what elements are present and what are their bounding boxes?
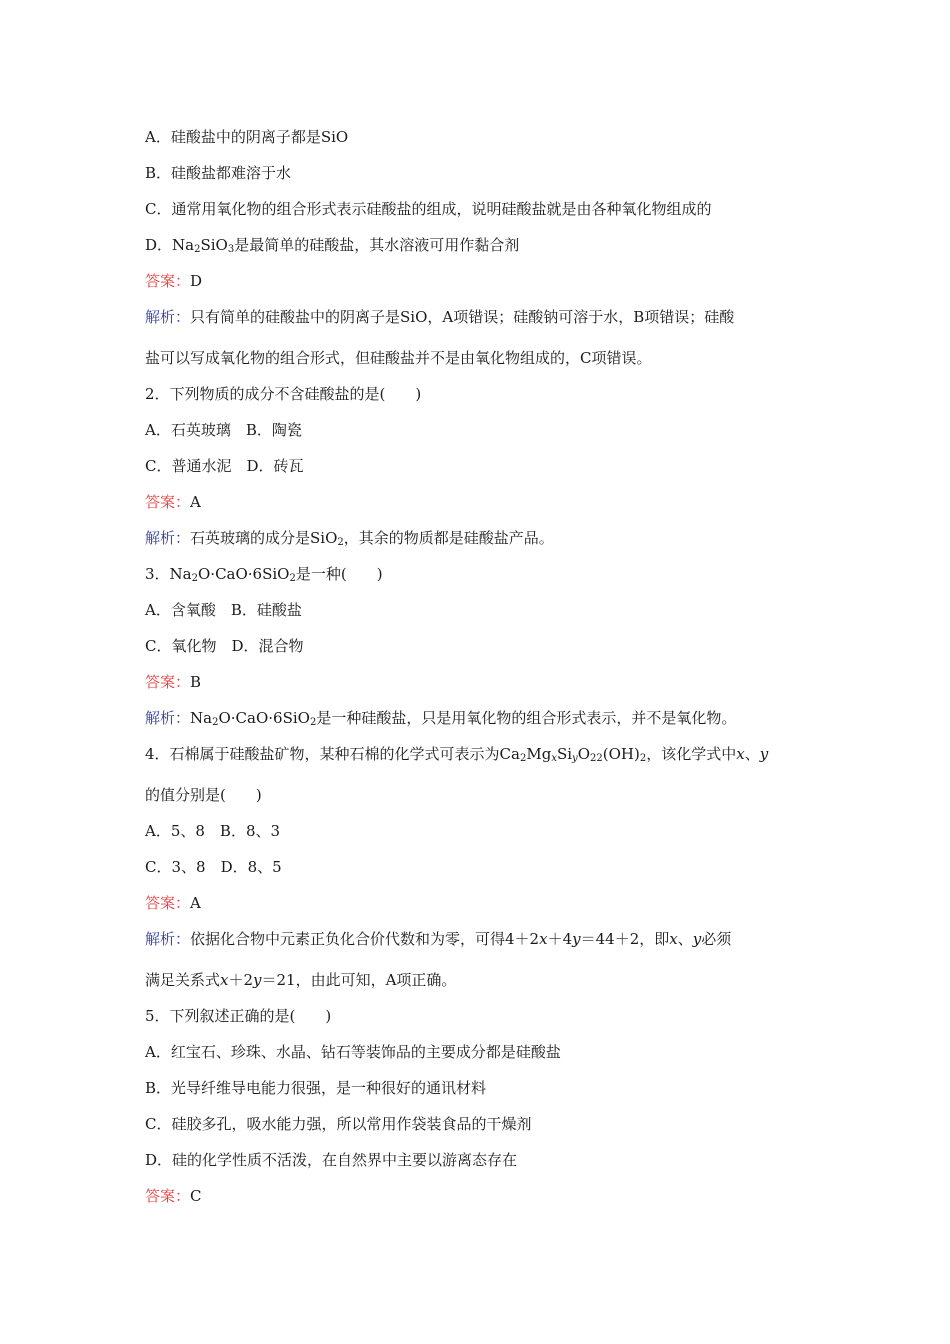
- q3-options-cd: C．氧化物 D．混合物: [145, 637, 304, 655]
- q2-answer: 答案：A: [145, 493, 201, 511]
- q1-explanation-line1: 解析：只有简单的硅酸盐中的阴离子是SiO，A项错误；硅酸钠可溶于水，B项错误；硅酸: [145, 308, 735, 326]
- q4-answer: 答案：A: [145, 894, 201, 912]
- q4-explanation-line1: 解析：依据化合物中元素正负化合价代数和为零，可得4＋2x＋4y＝44＋2，即x、y必须: [145, 930, 732, 948]
- explanation-label: 解析：: [145, 529, 191, 547]
- q5-stem: 5．下列叙述正确的是( ): [145, 1007, 332, 1025]
- q4-options-ab: A．5、8 B．8、3: [145, 822, 281, 840]
- explanation-label: 解析：: [145, 709, 191, 727]
- q5-option-c: C．硅胶多孔，吸水能力强，所以常用作袋装食品的干燥剂: [145, 1115, 532, 1133]
- q3-options-ab: A．含氧酸 B．硅酸盐: [145, 601, 302, 619]
- q4-explanation-line2: 满足关系式x＋2y＝21，由此可知，A项正确。: [145, 971, 457, 989]
- answer-label: 答案：: [145, 272, 191, 290]
- q3-stem: 3．$Na_2O\cdot CaO\cdot 6SiO_2$是一种( ): [145, 565, 383, 584]
- answer-label: 答案：: [145, 1187, 191, 1205]
- q5-option-b: B．光导纤维导电能力很强，是一种很好的通讯材料: [145, 1079, 487, 1097]
- q4-options-cd: C．3、8 D．8、5: [145, 858, 282, 876]
- q4-stem-line2: 的值分别是( ): [145, 786, 262, 804]
- q5-answer: 答案：C: [145, 1187, 202, 1205]
- q2-options-cd: C．普通水泥 D．砖瓦: [145, 457, 304, 475]
- q1-option-d: D．$Na_2SiO_3$是最简单的硅酸盐，其水溶液可用作黏合剂: [145, 236, 520, 255]
- q5-option-d: D．硅的化学性质不活泼，在自然界中主要以游离态存在: [145, 1151, 518, 1169]
- q2-stem: 2．下列物质的成分不含硅酸盐的是( ): [145, 385, 422, 403]
- q1-option-a: A．硅酸盐中的阴离子都是SiO: [145, 128, 349, 146]
- answer-label: 答案：: [145, 493, 191, 511]
- explanation-label: 解析：: [145, 930, 191, 948]
- answer-label: 答案：: [145, 673, 191, 691]
- answer-label: 答案：: [145, 894, 191, 912]
- q1-explanation-line2: 盐可以写成氧化物的组合形式，但硅酸盐并不是由氧化物组成的，C项错误。: [145, 349, 652, 367]
- q1-answer: 答案：D: [145, 272, 203, 290]
- q2-options-ab: A．石英玻璃 B．陶瓷: [145, 421, 302, 439]
- q4-stem-line1: 4．石棉属于硅酸盐矿物，某种石棉的化学式可表示为$Ca_2Mg_xSi_yO_{22}(OH)_2$，该化学式中x、y: [145, 745, 769, 764]
- explanation-label: 解析：: [145, 308, 191, 326]
- q1-option-c: C．通常用氧化物的组合形式表示硅酸盐的组成，说明硅酸盐就是由各种氧化物组成的: [145, 200, 712, 218]
- q3-answer: 答案：B: [145, 673, 202, 691]
- q1-option-b: B．硅酸盐都难溶于水: [145, 164, 292, 182]
- q5-option-a: A．红宝石、珍珠、水晶、钻石等装饰品的主要成分都是硅酸盐: [145, 1043, 561, 1061]
- q2-explanation: 解析：石英玻璃的成分是SiO$_2$，其余的物质都是硅酸盐产品。: [145, 529, 554, 548]
- q3-explanation: 解析：$Na_2O\cdot CaO\cdot 6SiO_2$是一种硅酸盐，只是用氧化物的组合形式表示，并不是氧化物。: [145, 709, 737, 728]
